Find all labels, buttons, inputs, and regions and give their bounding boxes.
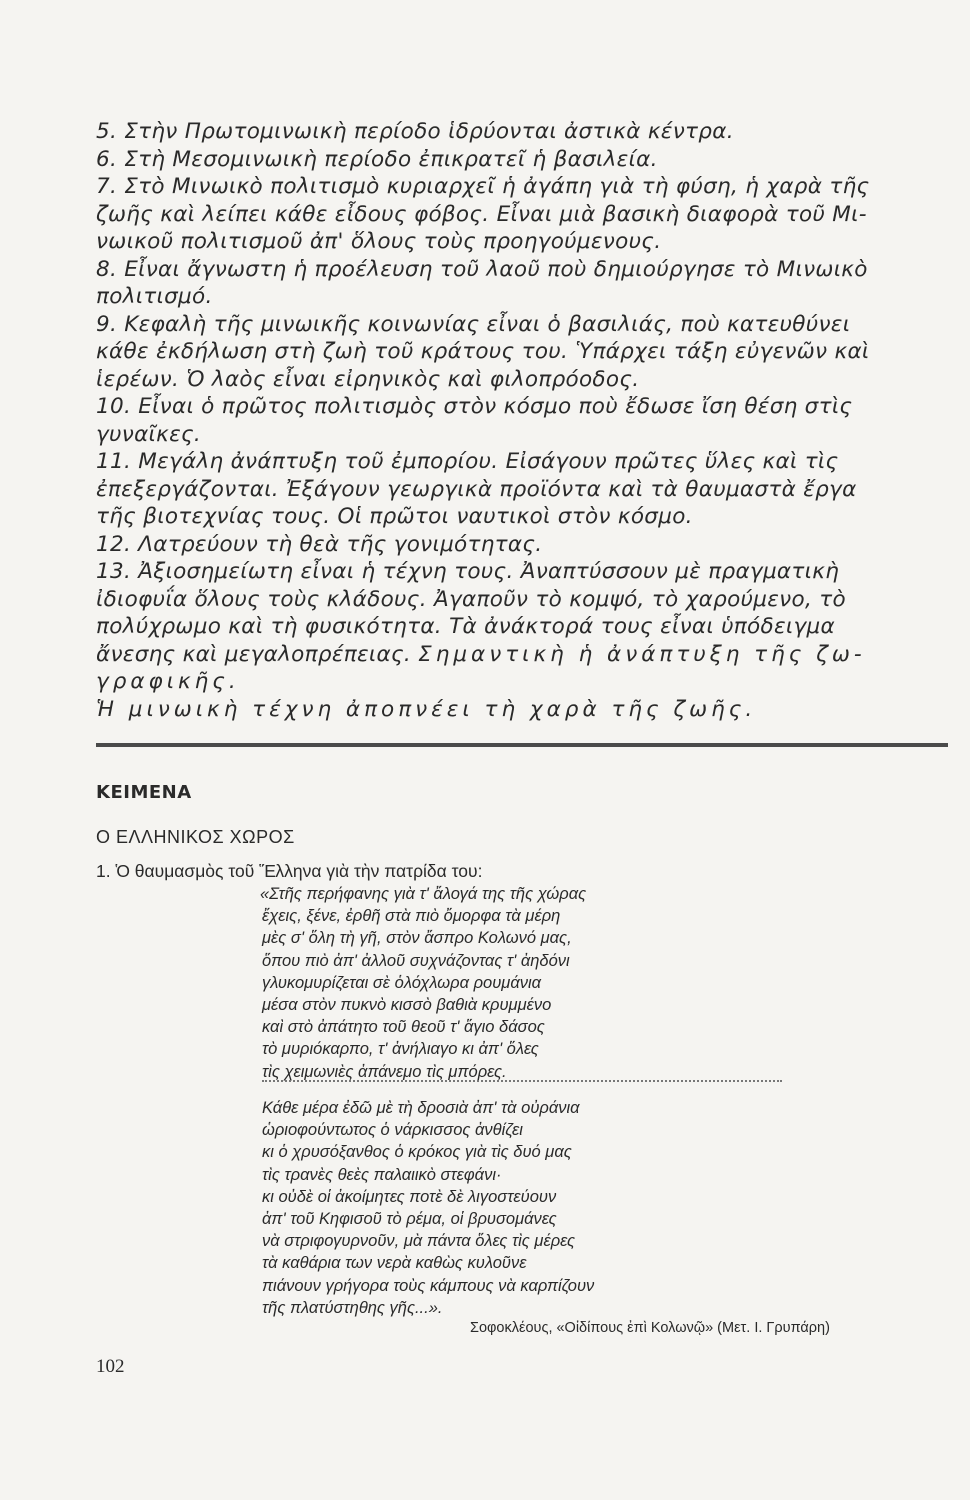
text-intro: 1. Ὁ θαυμασμὸς τοῦ Ἕλληνα γιὰ τὴν πατρίδα του:	[96, 861, 483, 881]
poem-line: «Στῆς περήφανης γιὰ τ' ἄλογά της τῆς χώρας	[260, 885, 587, 903]
ellipsis-dotted-line	[262, 1080, 782, 1082]
poem-line: μέσα στὸν πυκνὸ κισσὸ βαθιὰ κρυμμένο	[262, 996, 552, 1015]
summary-line: 12. Λατρεύουν τὴ θεὰ τῆς γονιμότητας.	[96, 531, 543, 557]
summary-line: τῆς βιοτεχνίας τους. Οἱ πρῶτοι ναυτικοὶ στὸν κόσμο.	[96, 504, 693, 529]
summary-line: 13. Ἀξιοσημείωτη εἶναι ἡ τέχνη τους. Ἀναπτύσσουν μὲ πραγματικὴ	[96, 559, 840, 584]
page-number: 102	[96, 1356, 125, 1377]
poem-line: ὅπου πιὸ ἀπ' ἀλλοῦ συχνάζοντας τ' ἀηδόνι	[262, 951, 570, 970]
poem-line: τὰ καθάρια των νερὰ καθὼς κυλοῦνε	[262, 1254, 527, 1273]
poem-line: καὶ στὸ ἀπάτητο τοῦ θεοῦ τ' ἅγιο δάσος	[262, 1018, 545, 1037]
poem-stanza-2	[262, 1097, 782, 1319]
summary-line-with-emphasis	[96, 641, 946, 669]
summary-line: κάθε ἐκδήλωση στὴ ζωὴ τοῦ κράτους του. Ὑπάρχει τάξη εὐγενῶν καὶ	[96, 339, 870, 364]
summary-line: 7. Στὸ Μινωικὸ πολιτισμὸ κυριαρχεῖ ἡ ἀγάπη γιὰ τὴ φύση, ἡ χαρὰ τῆς	[96, 174, 870, 199]
summary-line: ἰδιοφυΐα ὅλους τοὺς κλάδους. Ἀγαποῦν τὸ κομψό, τὸ χαρούμενο, τὸ	[96, 586, 846, 612]
summary-line: 8. Εἶναι ἄγνωστη ἡ προέλευση τοῦ λαοῦ ποὺ δημιούργησε τὸ Μινωικὸ	[96, 256, 868, 282]
emphasis-text: Ἡ μινωικὴ τέχνη ἀποπνέει τὴ χαρὰ τῆς ζωῆς.	[96, 696, 757, 722]
summary-line: νωικοῦ πολιτισμοῦ ἀπ' ὅλους τοὺς προηγούμενους.	[96, 229, 662, 254]
poem-line: τὶς τρανὲς θεὲς παλαιικὸ στεφάνι·	[262, 1165, 502, 1184]
subsection-heading: Ο ΕΛΛΗΝΙΚΟΣ ΧΩΡΟΣ	[96, 827, 295, 847]
summary-list	[96, 118, 946, 723]
summary-line: 9. Κεφαλὴ τῆς μινωικῆς κοινωνίας εἶναι ὁ βασιλιάς, ποὺ κατευθύνει	[96, 311, 851, 337]
summary-line: ἱερέων. Ὁ λαὸς εἶναι εἰρηνικὸς καὶ φιλοπρόοδος.	[96, 366, 640, 392]
poem-line: ἀπ' τοῦ Κηφισοῦ τὸ ρέμα, οἱ βρυσομάνες	[262, 1210, 557, 1229]
summary-line: 5. Στὴν Πρωτομινωικὴ περίοδο ἱδρύονται ἀστικὰ κέντρα.	[96, 119, 734, 144]
summary-line: πολιτισμό.	[96, 284, 213, 309]
section-divider	[96, 743, 948, 747]
summary-line: ἐπεξεργάζονται. Ἐξάγουν γεωργικὰ προϊόντα καὶ τὰ θαυμαστὰ ἔργα	[96, 476, 857, 502]
poem-line: πιάνουν γρήγορα τοὺς κάμπους νὰ καρπίζουν	[262, 1276, 595, 1295]
emphasis-text: γραφικῆς.	[96, 669, 240, 694]
poem-line: κι ὁ χρυσόξανθος ὁ κρόκος γιὰ τὶς δυό μας	[262, 1143, 572, 1162]
summary-line: πολύχρωμο καὶ τὴ φυσικότητα. Τὰ ἀνάκτορά τους εἶναι ὑπόδειγμα	[96, 614, 835, 639]
emphasis-text: Σημαντικὴ ἡ ἀνάπτυξη τῆς ζω-	[418, 641, 866, 667]
poem-line: μὲς σ' ὅλη τὴ γῆ, στὸν ἄσπρο Κολωνό μας,	[262, 929, 572, 948]
summary-line: ἄνεσης καὶ μεγαλοπρέπειας.	[96, 641, 412, 667]
poem-line: ὡριοφούντωτος ὁ νάρκισσος ἀνθίζει	[262, 1121, 523, 1140]
poem-source-citation: Σοφοκλέους, «Οἰδίπους ἐπὶ Κολωνῷ» (Μετ. Ι. Γρυπάρη)	[470, 1320, 830, 1336]
poem-line: τὸ μυριόκαρπο, τ' ἀνήλιαγο κι ἀπ' ὅλες	[262, 1040, 539, 1059]
poem-line: Κάθε μέρα ἐδῶ μὲ τὴ δροσιὰ ἀπ' τὰ οὐράνια	[262, 1099, 580, 1117]
poem-stanza-1	[262, 883, 782, 1083]
poem-line: νὰ στριφογυρνοῦν, μὰ πάντα ὅλες τὶς μέρες	[262, 1232, 575, 1251]
summary-line: 6. Στὴ Μεσομινωικὴ περίοδο ἐπικρατεῖ ἡ βασιλεία.	[96, 146, 658, 172]
poem-line: γλυκομυρίζεται σὲ ὁλόχλωρα ρουμάνια	[262, 973, 542, 992]
summary-line: ζωῆς καὶ λείπει κάθε εἶδους φόβος. Εἶναι μιὰ βασικὴ διαφορὰ τοῦ Μι-	[96, 201, 867, 227]
poem-line: κι οὐδὲ οἱ ἀκοίμητες ποτὲ δὲ λιγοστεύουν	[262, 1187, 557, 1206]
summary-line: 11. Μεγάλη ἀνάπτυξη τοῦ ἐμπορίου. Εἰσάγουν πρῶτες ὕλες καὶ τὶς	[96, 449, 839, 474]
poem-line: ἔχεις, ξένε, ἐρθῆ στὰ πιὸ ὄμορφα τὰ μέρη	[262, 907, 561, 926]
poem-line: τὶς χειμωνιὲς ἀπάνεμο τὶς μπόρες.	[262, 1062, 507, 1081]
summary-line: γυναῖκες.	[96, 421, 202, 447]
section-heading: ΚΕΙΜΕΝΑ	[96, 782, 192, 803]
poem-line: τῆς πλατύστηθης γῆς...».	[262, 1298, 443, 1317]
summary-line: 10. Εἶναι ὁ πρῶτος πολιτισμὸς στὸν κόσμο ποὺ ἔδωσε ἴση θέση στὶς	[96, 394, 853, 419]
